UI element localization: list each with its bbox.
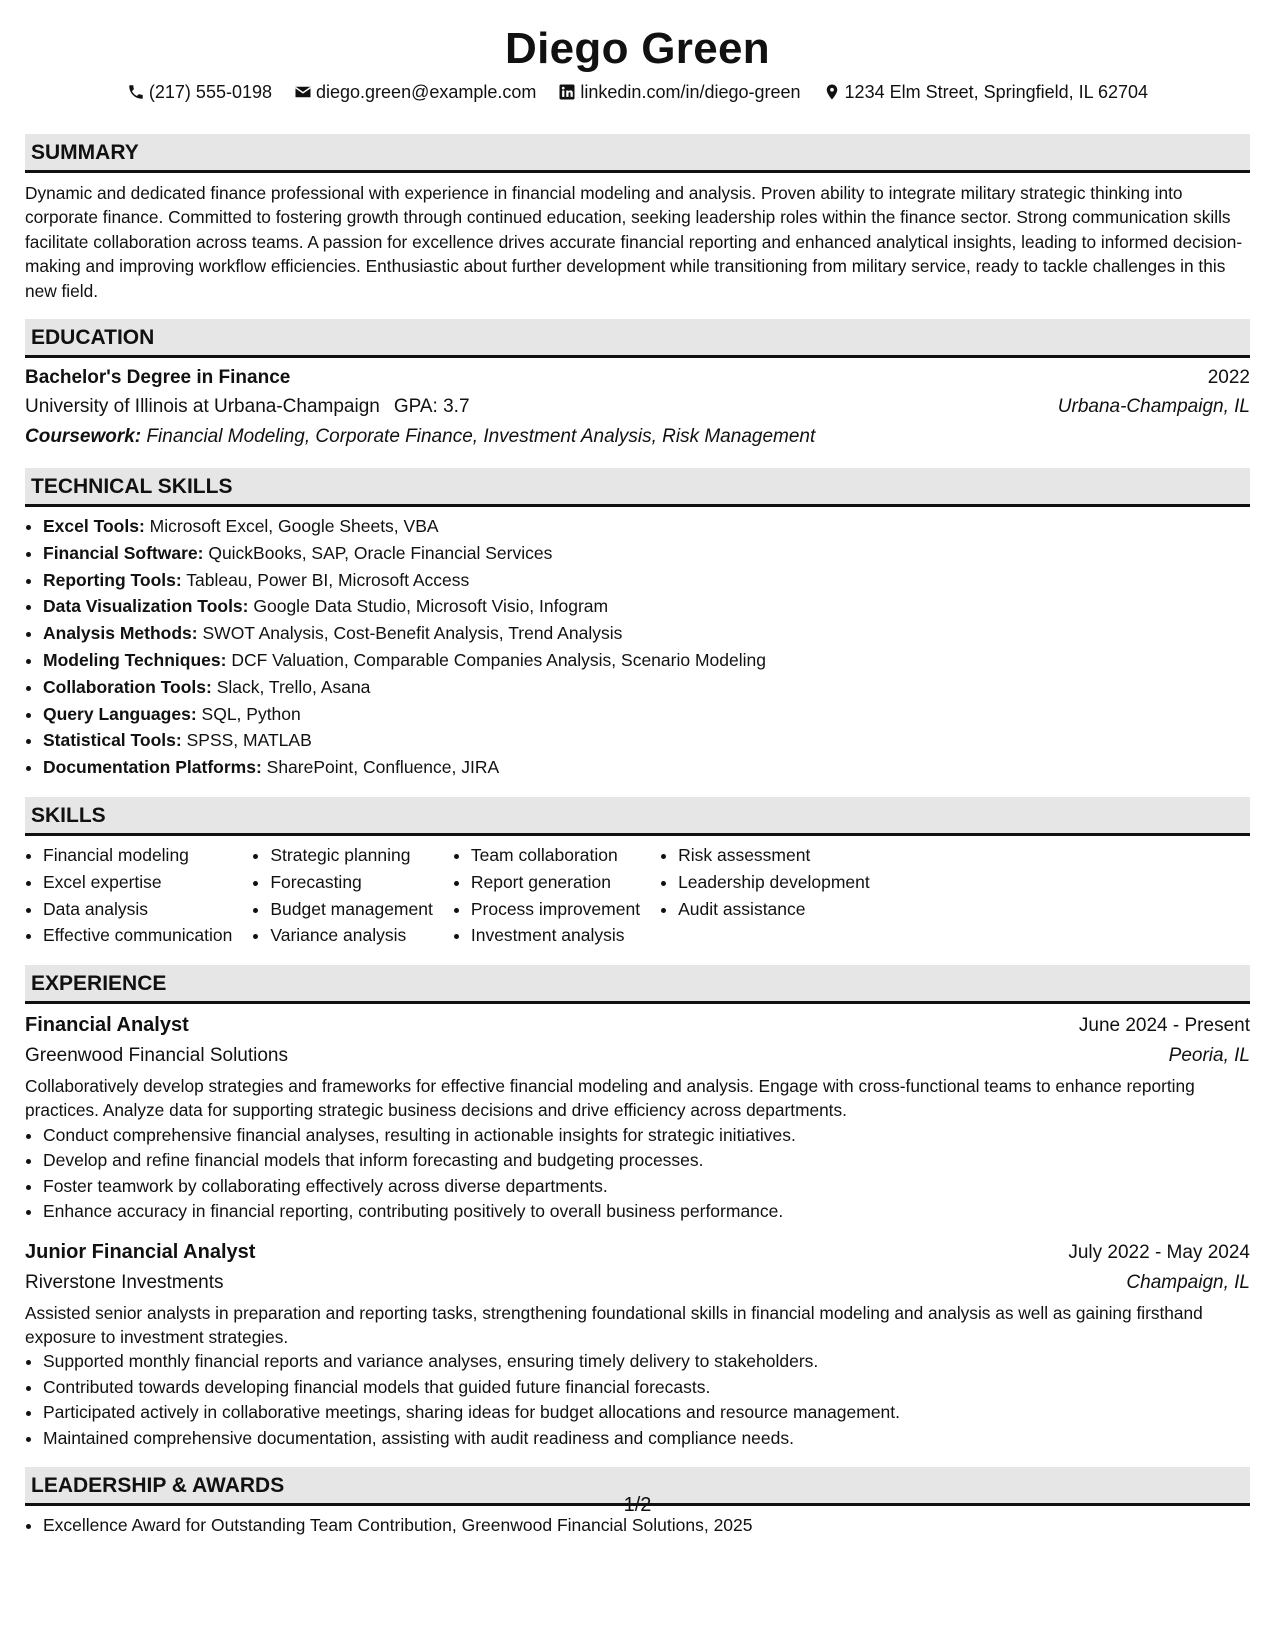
skills-grid xyxy=(25,842,1250,949)
skill-item: • Leadership development xyxy=(678,869,870,896)
job-header-row xyxy=(25,1010,1250,1041)
page-number: 1/2 xyxy=(623,1494,652,1516)
job-header-row xyxy=(25,1237,1250,1268)
phone-icon xyxy=(127,83,145,101)
skill-category-label: Collaboration Tools: xyxy=(43,676,212,697)
skill-category-value: SQL, Python xyxy=(201,703,301,724)
contact-email-text[interactable]: diego.green@example.com xyxy=(316,82,537,102)
skill-category-value: SPSS, MATLAB xyxy=(186,730,312,751)
school-name: University of Illinois at Urbana-Champaign xyxy=(25,396,380,418)
job-description: Collaboratively develop strategies and frameworks for effective financial modeling and analysis. Engage with cross-functional teams to enhance reporting practices. Analyze data for supporting strategic business decisions and drive efficiency across departments. xyxy=(25,1076,1195,1120)
job-dates: June 2024 - Present xyxy=(1078,1015,1250,1037)
skill-category-value: Tableau, Power BI, Microsoft Access xyxy=(186,569,470,590)
job-description: Assisted senior analysts in preparation and reporting tasks, strengthening foundational skills in financial modeling and analysis as well as gaining firsthand exposure to investment strategies. xyxy=(25,1302,1203,1347)
job-title: Financial Analyst xyxy=(25,1014,189,1037)
skills-column xyxy=(25,842,232,949)
skill-category-value: Microsoft Excel, Google Sheets, VBA xyxy=(149,516,439,537)
skill-item: • Variance analysis xyxy=(270,922,432,949)
skill-category-label: Analysis Methods: xyxy=(43,623,198,644)
list-item xyxy=(43,593,1250,620)
list-item: • Foster teamwork by collaborating effectively across diverse departments. xyxy=(43,1174,1250,1200)
list-item xyxy=(43,754,1250,781)
section-title-technical-skills: TECHNICAL SKILLS xyxy=(25,468,1250,507)
skill-category-label: Data Visualization Tools: xyxy=(43,596,249,617)
company-name: Greenwood Financial Solutions xyxy=(25,1045,288,1067)
list-item xyxy=(43,620,1250,647)
list-item xyxy=(43,647,1250,674)
skill-item: • Budget management xyxy=(270,896,432,923)
education-header-row xyxy=(25,364,1250,392)
skill-item: • Audit assistance xyxy=(678,896,870,923)
skill-item: • Data analysis xyxy=(43,896,232,923)
section-title-summary: SUMMARY xyxy=(25,134,1250,173)
list-item xyxy=(43,513,1250,540)
job-bullets xyxy=(25,1349,1250,1451)
contact-address-text: 1234 Elm Street, Springfield, IL 62704 xyxy=(844,82,1149,102)
list-item: • Supported monthly financial reports and variance analyses, ensuring timely delivery to stakeholders. xyxy=(43,1349,1250,1375)
skill-item: • Report generation xyxy=(471,869,640,896)
list-item xyxy=(43,701,1250,728)
skill-category-label: Modeling Techniques: xyxy=(43,650,227,671)
skill-item: • Strategic planning xyxy=(270,842,432,869)
skill-item: • Excel expertise xyxy=(43,869,232,896)
skill-item: • Team collaboration xyxy=(471,842,640,869)
job-entry xyxy=(25,1010,1250,1225)
list-item: • Develop and refine financial models that inform forecasting and budgeting processes. xyxy=(43,1148,1250,1174)
linkedin-icon xyxy=(558,83,576,101)
coursework-list: Financial Modeling, Corporate Finance, Investment Analysis, Risk Management xyxy=(146,426,816,448)
job-company-row xyxy=(25,1041,1250,1071)
skill-category-value: DCF Valuation, Comparable Companies Analysis, Scenario Modeling xyxy=(231,650,766,671)
degree-name: Bachelor's Degree in Finance xyxy=(25,367,291,389)
company-name: Riverstone Investments xyxy=(25,1271,224,1293)
contact-phone xyxy=(127,80,272,104)
email-icon xyxy=(294,83,312,101)
section-title-leadership-awards: LEADERSHIP & AWARDS xyxy=(25,1467,1250,1506)
skill-item: • Financial modeling xyxy=(43,842,232,869)
job-title: Junior Financial Analyst xyxy=(25,1240,256,1263)
resume-page xyxy=(25,0,1250,1539)
list-item: • Participated actively in collaborative meetings, sharing ideas for budget allocations and resource management. xyxy=(43,1400,1250,1426)
contact-email[interactable] xyxy=(294,80,536,104)
list-item: • Enhance accuracy in financial reporting, contributing positively to overall business performance. xyxy=(43,1199,1250,1225)
skill-category-label: Documentation Platforms: xyxy=(43,757,262,778)
job-entry xyxy=(25,1237,1250,1452)
skill-category-label: Reporting Tools: xyxy=(43,569,182,590)
skill-category-label: Query Languages: xyxy=(43,703,197,724)
list-item xyxy=(43,567,1250,594)
skill-item: • Forecasting xyxy=(270,869,432,896)
job-company-row xyxy=(25,1268,1250,1298)
contact-linkedin[interactable] xyxy=(558,80,800,104)
section-title-skills: SKILLS xyxy=(25,797,1250,836)
list-item xyxy=(43,727,1250,754)
skill-category-value: QuickBooks, SAP, Oracle Financial Services xyxy=(208,542,553,563)
list-item: • Conduct comprehensive financial analyses, resulting in actionable insights for strategic initiatives. xyxy=(43,1123,1250,1149)
school-location: Urbana-Champaign, IL xyxy=(1057,396,1250,418)
list-item xyxy=(43,674,1250,701)
skills-column xyxy=(252,842,432,949)
list-item: • Maintained comprehensive documentation, assisting with audit readiness and compliance needs. xyxy=(43,1426,1250,1452)
section-title-experience: EXPERIENCE xyxy=(25,965,1250,1004)
skill-item: • Effective communication xyxy=(43,922,232,949)
contact-phone-text: (217) 555-0198 xyxy=(148,82,272,102)
contact-bar xyxy=(25,80,1250,104)
skills-column xyxy=(660,842,870,949)
skill-category-label: Statistical Tools: xyxy=(43,730,182,751)
skill-item: • Risk assessment xyxy=(678,842,870,869)
job-location: Peoria, IL xyxy=(1168,1045,1250,1067)
skill-category-value: SWOT Analysis, Cost-Benefit Analysis, Trend Analysis xyxy=(202,623,623,644)
education-school-row xyxy=(25,392,1250,422)
contact-address xyxy=(823,80,1149,104)
contact-linkedin-text[interactable]: linkedin.com/in/diego-green xyxy=(580,82,801,102)
skill-category-label: Financial Software: xyxy=(43,542,204,563)
skill-item: • Process improvement xyxy=(471,896,640,923)
skill-category-value: Google Data Studio, Microsoft Visio, Infogram xyxy=(253,596,609,617)
job-bullets xyxy=(25,1123,1250,1225)
list-item xyxy=(43,540,1250,567)
skills-column xyxy=(453,842,640,949)
summary-text: Dynamic and dedicated finance professional with experience in financial modeling and analysis. Proven ability to integrate military strategic thinking into corporate finance. Committed to fostering growth through continued education, seeking leadership roles within the finance sector. Strong communication skills facilitate collaboration across teams. A passion for excellence drives accurate financial reporting and enhanced analytical insights, leading to informed decision-making and improving workflow efficiencies. Enthusiastic about further development while transitioning from military service, ready to tackle challenges in this new field. xyxy=(25,183,1243,301)
skill-category-label: Excel Tools: xyxy=(43,516,145,537)
graduation-year: 2022 xyxy=(1207,367,1250,389)
gpa: GPA: 3.7 xyxy=(393,396,470,418)
technical-skills-list xyxy=(25,513,1250,781)
section-title-education: EDUCATION xyxy=(25,319,1250,358)
candidate-name: Diego Green xyxy=(505,24,770,73)
skill-category-value: Slack, Trello, Asana xyxy=(216,676,371,697)
coursework-label: Coursework: xyxy=(25,426,142,448)
skill-category-value: SharePoint, Confluence, JIRA xyxy=(266,757,500,778)
list-item: • Excellence Award for Outstanding Team Contribution, Greenwood Financial Solutions, 2025 xyxy=(43,1512,1250,1539)
location-pin-icon xyxy=(823,83,841,101)
job-location: Champaign, IL xyxy=(1126,1271,1250,1293)
coursework-row xyxy=(25,422,1250,452)
skill-item: • Investment analysis xyxy=(471,922,640,949)
list-item: • Contributed towards developing financial models that guided future financial forecasts. xyxy=(43,1375,1250,1401)
job-dates: July 2022 - May 2024 xyxy=(1068,1241,1250,1263)
